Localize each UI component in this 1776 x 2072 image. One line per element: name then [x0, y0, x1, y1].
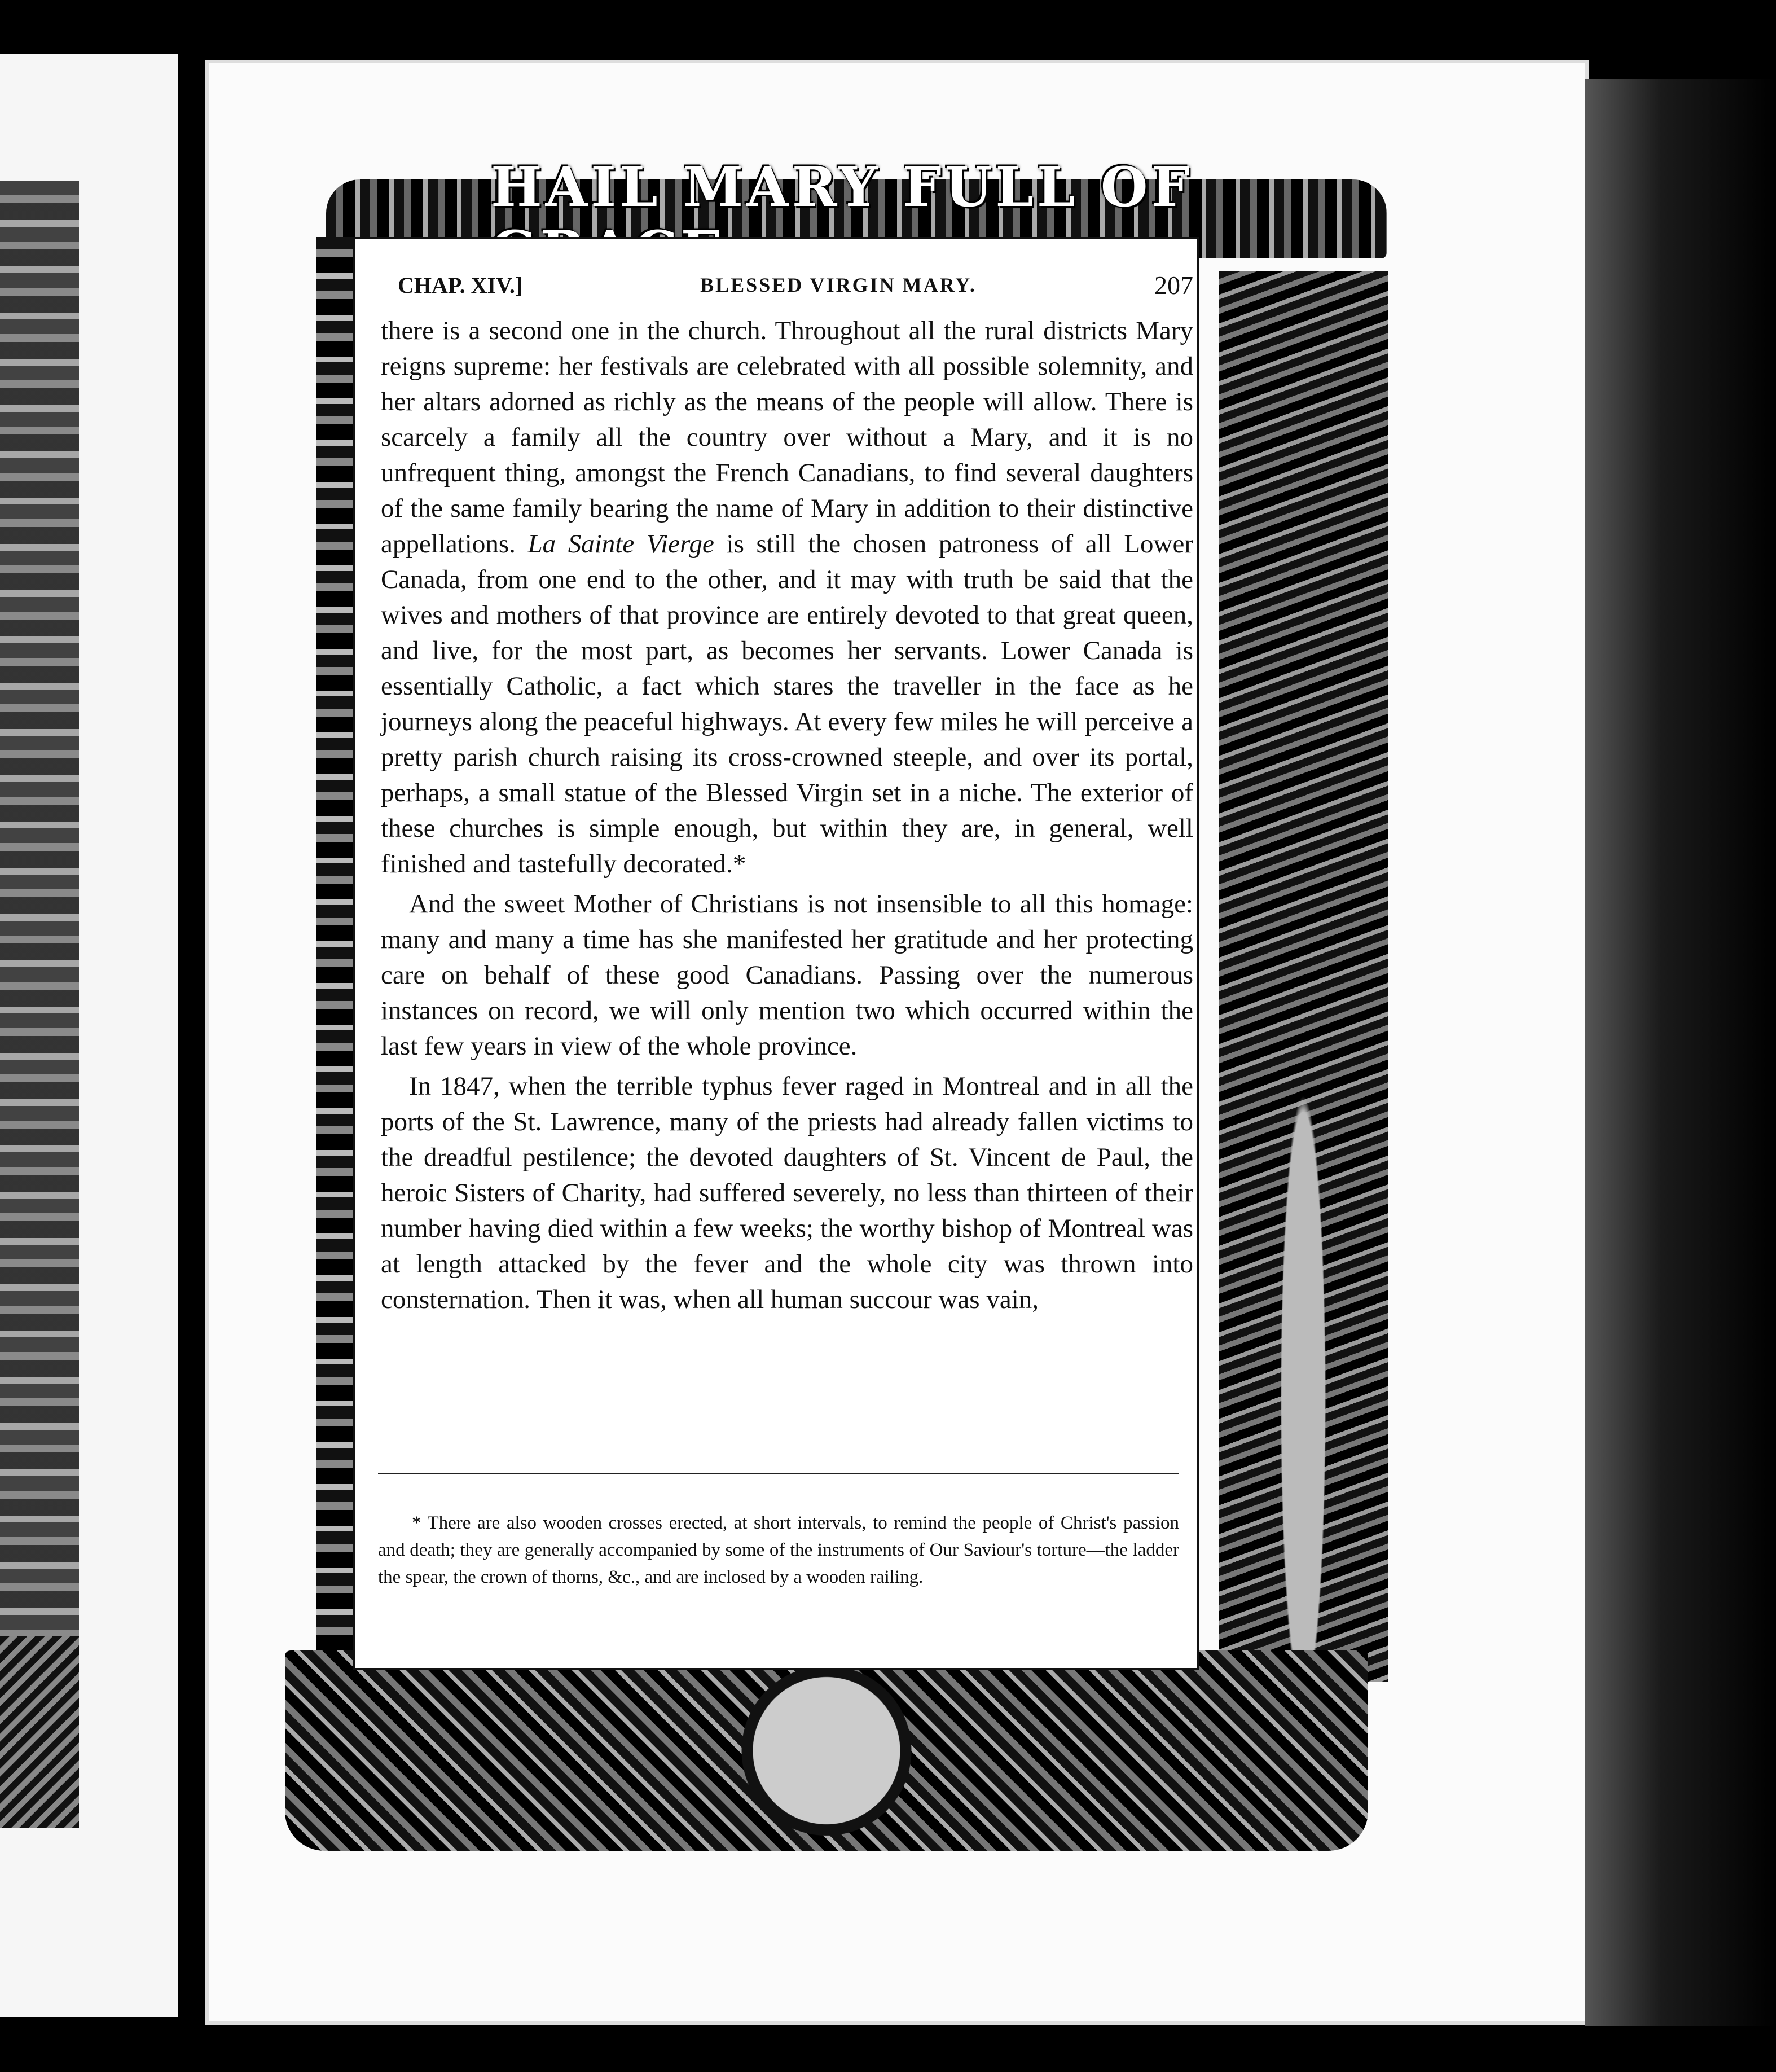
paragraph-1: [381, 313, 1193, 882]
ornamental-bottom-border: [285, 1650, 1368, 1851]
page-edge-shadow: [1585, 79, 1776, 2026]
footnote-rule: [378, 1473, 1179, 1474]
paragraph-1-continuation: is still the chosen patroness of all Lower Canada, from one end to the other, and it may with truth be said that the wives and mothers of that province are entirely devoted to that great queen, and live, for the most part, as becomes her servants. Lower Canada is essentially Catholic, a fact which stares the traveller in the face as he journeys along the peaceful highways. At every few miles he will perceive a pretty parish church raising its cross-crowned steeple, and over its portal, perhaps, a small statue of the Blessed Virgin set in a niche. The exterior of these churches is simple enough, but within they are, in general, well finished and tastefully decorated.*: [381, 529, 1194, 879]
italic-phrase: La Sainte Vierge: [527, 529, 714, 559]
paragraph-3: In 1847, when the terrible typhus fever raged in Montreal and in all the ports of the St. Lawrence, many of the priests had already fallen victims to the dreadful pestilence; the devoted daughters of St. Vincent de Paul, the heroic Sisters of Charity, had suffered severely, no less than thirteen of their number having died within a few weeks; the worthy bishop of Montreal was at length attacked by the fever and the whole city was thrown into consternation. Then it was, when all human succour was vain,: [381, 1072, 1193, 1314]
footnote: * There are also wooden crosses erected, at short intervals, to remind the people of Christ's passion and death; they are generally accompanied by some of the instruments of Our Saviour's torture—the ladder the spear, the crown of thorns, &c., and are inclosed by a wooden railing.: [378, 1513, 1179, 1587]
page-number: 207: [1154, 270, 1193, 300]
paragraph-1-text: there is a second one in the church. Throughout all the rural districts Mary reigns supreme: her festivals are celebrated with all possible solemnity, and her altars adorned as richly as the means of the people will allow. There is scarcely a family all the country over without a Mary, and it is no unfrequent thing, amongst the French Canadians, to find several daughters of the same family bearing the name of Mary in addition to their distinctive appellations.: [381, 316, 1193, 559]
running-head: [398, 265, 1193, 305]
page-title: BLESSED VIRGIN MARY.: [700, 274, 977, 296]
facing-page-bottom-ornament: [0, 1636, 79, 1828]
facing-page-ornament: [0, 181, 79, 1828]
ornamental-right-border: [1219, 271, 1388, 1682]
chapter-label: CHAP. XIV.]: [398, 272, 523, 298]
paragraph-2: And the sweet Mother of Christians is not insensible to all this homage: many and many a time has she manifested her gratitude and her protecting care on behalf of these good Canadians. Passing over the numerous instances on record, we will only mention two which occurred within the last few years in view of the whole province.: [381, 889, 1193, 1061]
body-text: [381, 313, 1193, 1318]
